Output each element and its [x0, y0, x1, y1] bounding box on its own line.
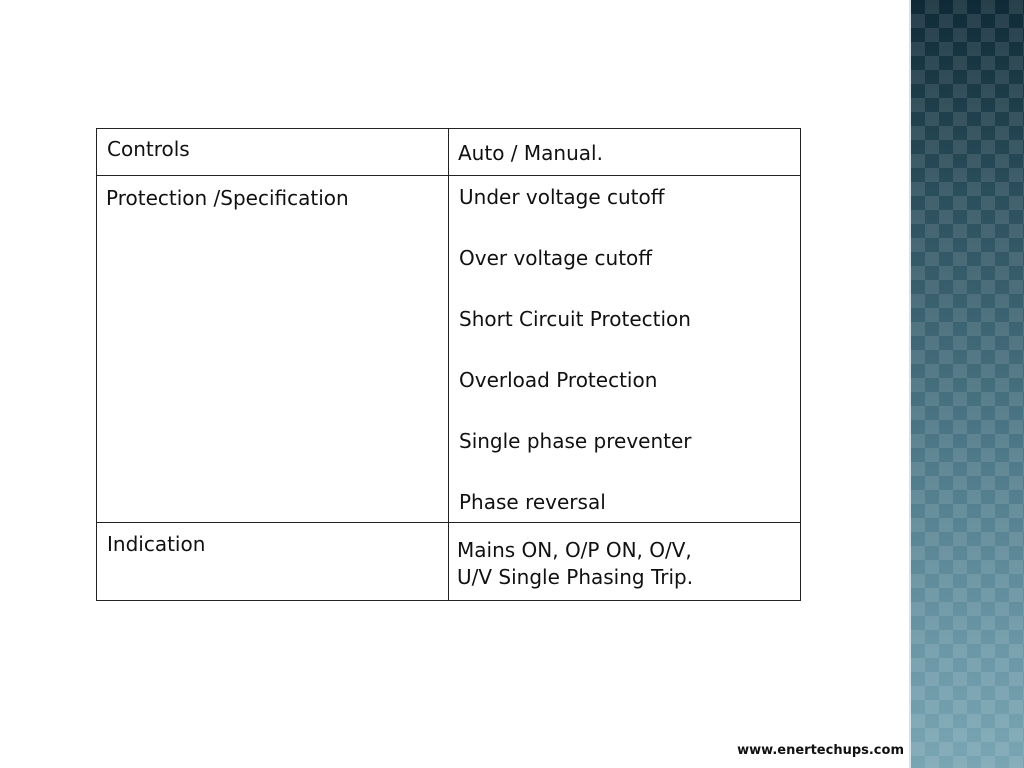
protection-list [449, 176, 801, 523]
specification-table [96, 128, 801, 601]
indication-label: Indication [97, 523, 449, 601]
indication-line: U/V Single Phasing Trip. [457, 565, 694, 589]
indication-line: Mains ON, O/P ON, O/V, [457, 538, 692, 562]
protection-item: Phase reversal [459, 490, 606, 514]
footer-url: www.enertechups.com [737, 743, 904, 758]
controls-value: Auto / Manual. [449, 129, 801, 176]
controls-label: Controls [97, 129, 449, 176]
protection-item: Under voltage cutoff [459, 185, 665, 209]
table-row-protection [97, 176, 801, 523]
table-row-indication [97, 523, 801, 601]
indication-value [449, 523, 801, 601]
protection-item: Over voltage cutoff [459, 246, 653, 270]
protection-item: Short Circuit Protection [459, 307, 691, 331]
decorative-side-panel [911, 0, 1024, 768]
protection-label: Protection /Specification [97, 176, 449, 523]
table-row-controls [97, 129, 801, 176]
protection-item: Single phase preventer [459, 429, 692, 453]
protection-item: Overload Protection [459, 368, 658, 392]
